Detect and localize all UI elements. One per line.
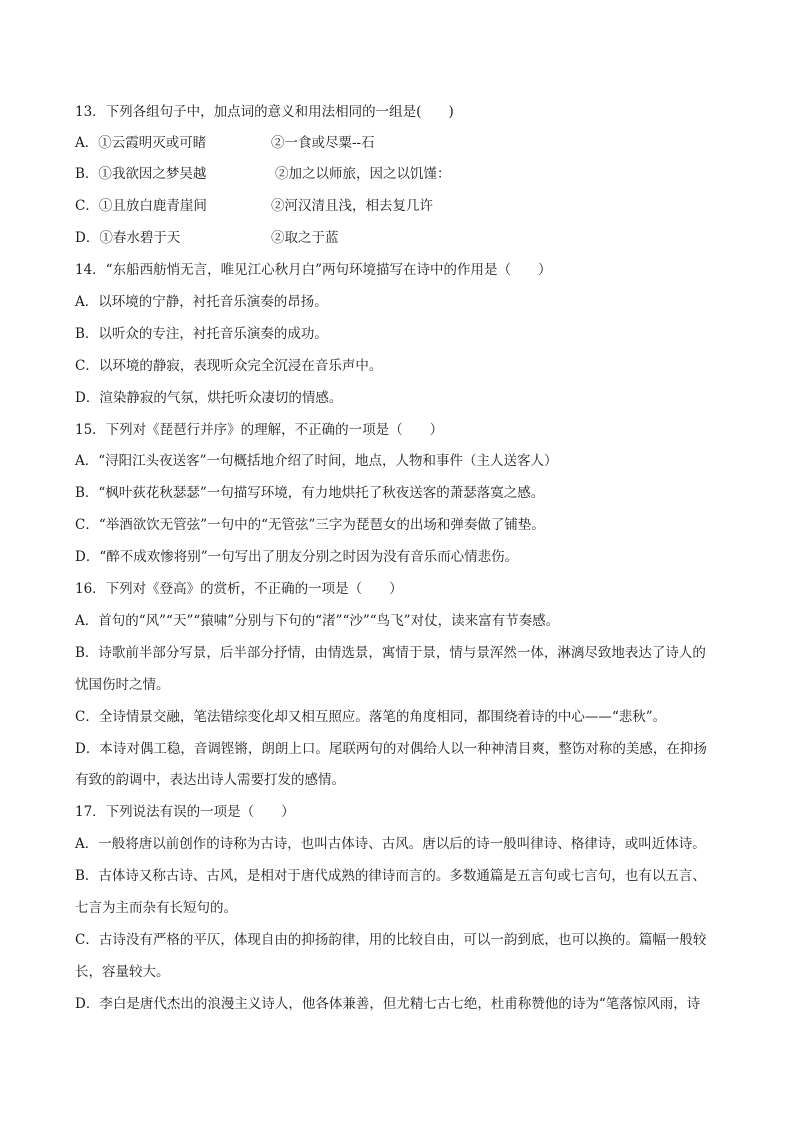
question-15-option-c: C．“举酒欲饮无管弦”一句中的“无管弦”三字为琵琶女的出场和弹奏做了铺垫。 (75, 517, 545, 533)
question-16-option-b-line2: 忧国伤时之情。 (75, 677, 170, 693)
option-c-left: C．①且放白鹿青崖间 (75, 198, 207, 214)
question-16-option-d-line2: 有致的韵调中，表达出诗人需要打发的感情。 (75, 772, 345, 788)
option-c-right: ②河汉清且浅，相去复几许 (271, 198, 433, 214)
question-17-option-b-line1: B．古体诗又称古诗、古风，是相对于唐代成熟的律诗而言的。多数通篇是五言句或七言句，也有以五言、 (75, 868, 706, 884)
question-17-option-c-line1: C．古诗没有严格的平仄，体现自由的抑扬韵律，用的比较自由，可以一韵到底，也可以换的。篇幅一般较 (75, 932, 707, 948)
option-a-right: ②一食或尽粟--石 (271, 135, 375, 151)
question-17-stem: 17．下列说法有误的一项是（ ） (75, 804, 295, 820)
question-13-stem: 13．下列各组句子中，加点词的意义和用法相同的一组是( ) (75, 104, 454, 120)
question-17-option-b-line2: 七言为主而杂有长短句的。 (75, 900, 237, 916)
question-17-option-a: A．一般将唐以前创作的诗称为古诗，也叫古体诗、古风。唐以后的诗一般叫律诗、格律诗，或叫近体诗。 (75, 836, 706, 852)
option-b-right: ②加之以师旅，因之以饥馑： (275, 166, 451, 182)
question-13-option-a (75, 134, 735, 152)
question-15-option-a: A．“浔阳江头夜送客”一句概括地介绍了时间，地点，人物和事件（主人送客人） (75, 453, 558, 469)
question-13-option-b (75, 165, 735, 183)
question-14-option-d: D．渲染静寂的气氛，烘托听众凄切的情感。 (75, 390, 343, 406)
option-a-left: A．①云霞明灭或可睹 (75, 135, 207, 151)
question-14-stem: 14．“东船西舫悄无言，唯见江心秋月白”两句环境描写在诗中的作用是（ ） (75, 262, 552, 278)
option-b-left: B．①我欲因之梦吴越 (75, 166, 207, 182)
question-16-option-a: A．首句的“风”“天”“猿啸”分别与下句的“渚”“沙”“鸟飞”对仗，读来富有节奏感。 (75, 613, 560, 629)
question-16-option-c: C．全诗情景交融，笔法错综变化却又相互照应。落笔的角度相同，都围绕着诗的中心——“悲秋”。 (75, 709, 667, 725)
question-17-option-c-line2: 长，容量较大。 (75, 964, 170, 980)
question-13-option-c (75, 197, 735, 215)
question-15-option-b: B．“枫叶荻花秋瑟瑟”一句描写环境，有力地烘托了秋夜送客的萧瑟落寞之感。 (75, 485, 545, 501)
question-13-option-d (75, 229, 735, 247)
question-14-option-c: C．以环境的静寂，表现听众完全沉浸在音乐声中。 (75, 358, 383, 374)
question-17-option-d: D．李白是唐代杰出的浪漫主义诗人，他各体兼善，但尤精七古七绝，杜甫称赞他的诗为“笔落惊风雨，诗 (75, 996, 701, 1012)
question-16-stem: 16．下列对《登高》的赏析，不正确的一项是（ ） (75, 581, 403, 597)
question-14-option-a: A．以环境的宁静，衬托音乐演奏的昂扬。 (75, 294, 328, 310)
option-d-right: ②取之于蓝 (271, 230, 339, 246)
question-14-option-b: B．以听众的专注，衬托音乐演奏的成功。 (75, 326, 328, 342)
question-15-stem: 15．下列对《琵琶行并序》的理解，不正确的一项是（ ） (75, 422, 444, 438)
question-15-option-d: D．“醉不成欢惨将别”一句写出了朋友分别之时因为没有音乐而心情悲伤。 (75, 549, 519, 565)
question-16-option-b-line1: B．诗歌前半部分写景，后半部分抒情，由情选景，寓情于景，情与景浑然一体，淋漓尽致地表达了诗人的 (75, 645, 706, 661)
option-d-left: D．①春水碧于天 (75, 230, 181, 246)
question-16-option-d-line1: D．本诗对偶工稳，音调铿锵，朗朗上口。尾联两句的对偶给人以一种神清目爽，整饬对称的美感，在抑扬 (75, 741, 707, 757)
